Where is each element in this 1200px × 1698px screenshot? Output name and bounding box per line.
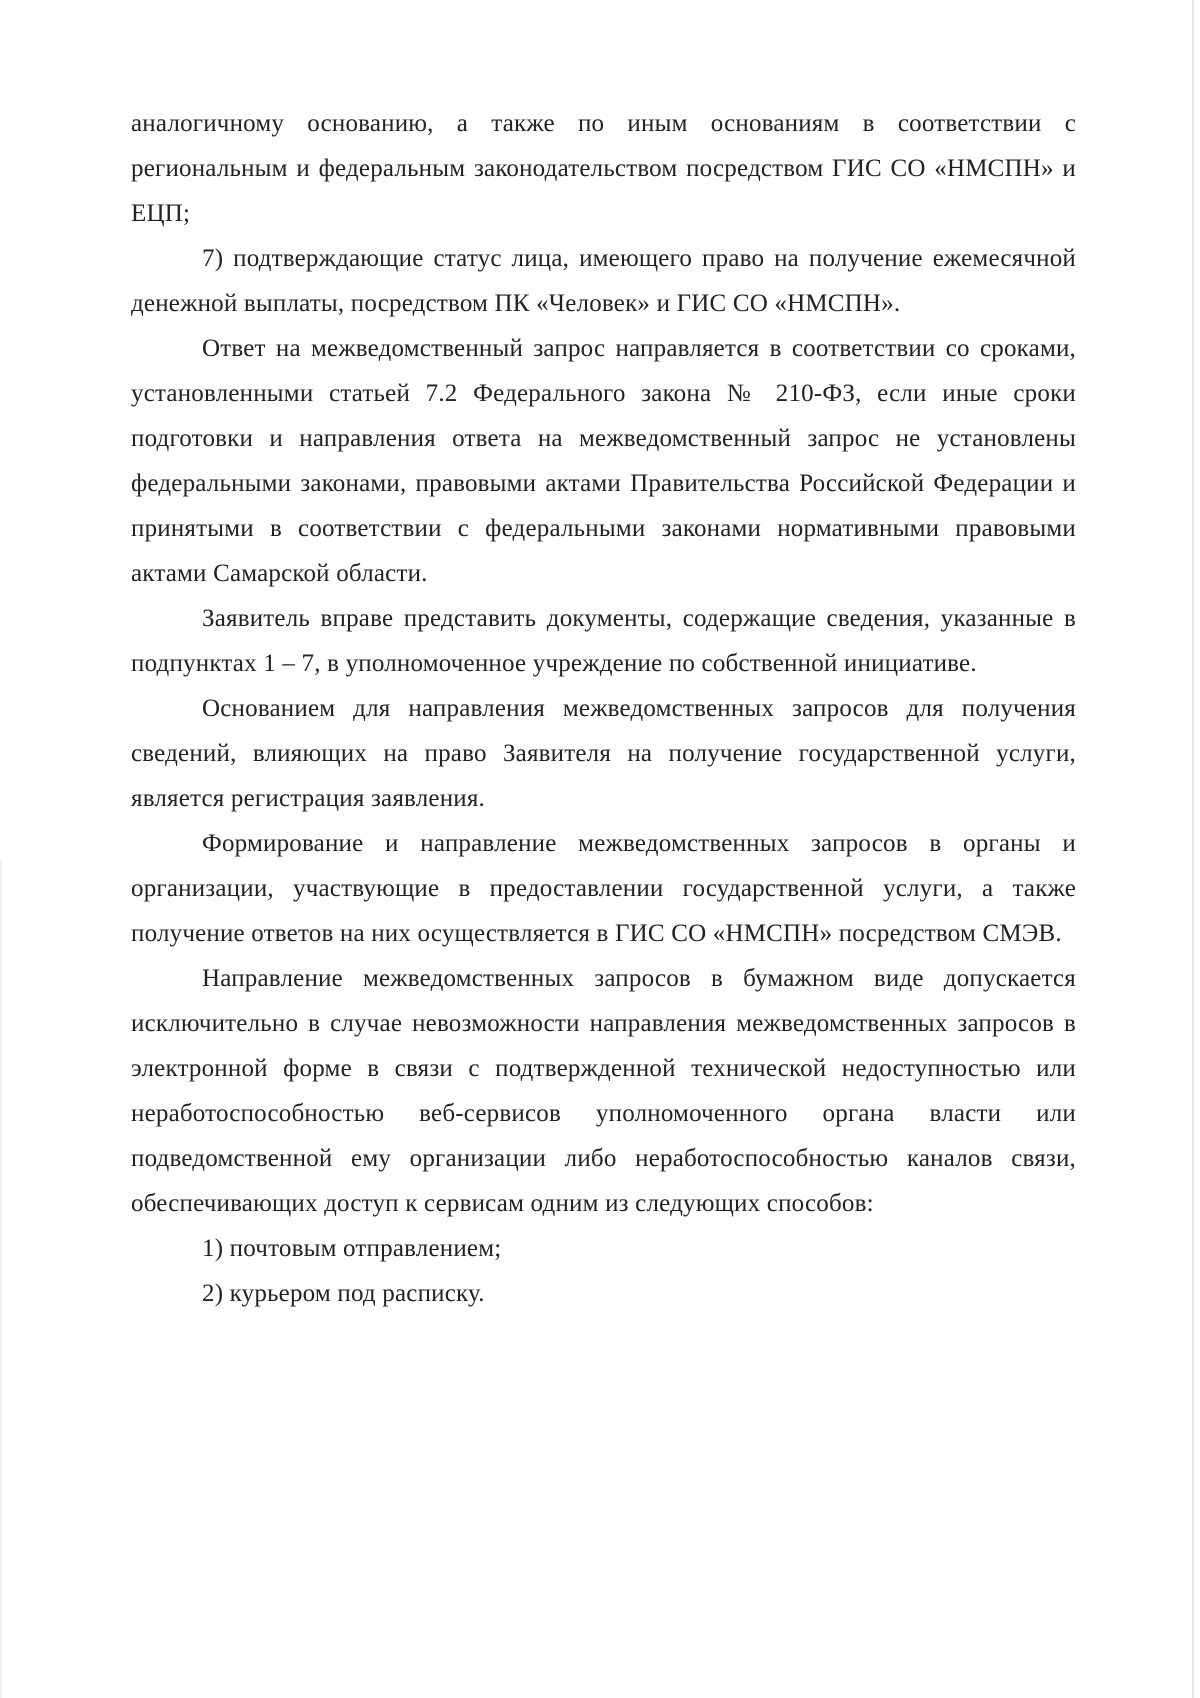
document-body [131,101,1076,1316]
paragraph-response-terms: Ответ на межведомственный запрос направляется в соответствии со сроками, установленными статьей 7.2 Федерального закона № 210-ФЗ, если иные сроки подготовки и направления ответа на межведомственный запрос не установлены федеральными законами, правовыми актами Правительства Российской Федерации и принятыми в соответствии с федеральными законами нормативными правовыми актами Самарской области. [131,335,1076,587]
paragraph-applicant-right: Заявитель вправе представить документы, содержащие сведения, указанные в подпунктах 1 – 7, в уполномоченное учреждение по собственной инициативе. [131,605,1076,677]
paragraph-basis: Основанием для направления межведомственных запросов для получения сведений, влияющих на право Заявителя на получение государственной услуги, является регистрация заявления. [131,695,1076,812]
scan-border-right [1192,0,1194,1698]
scan-border-left [0,860,2,1698]
list-item-postal: 1) почтовым отправлением; [202,1235,502,1262]
paragraph-continuation: аналогичному основанию, а также по иным основаниям в соответствии с региональным и федеральным законодательством посредством ГИС СО «НМСПН» и ЕЦП; [131,110,1076,227]
paragraph-forming-requests: Формирование и направление межведомственных запросов в органы и организации, участвующие в предоставлении государственной услуги, а также получение ответов на них осуществляется в ГИС СО «НМСПН» посредством СМЭВ. [131,830,1076,947]
paragraph-paper-requests: Направление межведомственных запросов в бумажном виде допускается исключительно в случае невозможности направления межведомственных запросов в электронной форме в связи с подтвержденной технической недоступностью или неработоспособностью веб-сервисов уполномоченного органа власти или подведомственной ему организации либо неработоспособностью каналов связи, обеспечивающих доступ к сервисам одним из следующих способов: [131,965,1076,1217]
paragraph-item-7: 7) подтверждающие статус лица, имеющего право на получение ежемесячной денежной выплаты, посредством ПК «Человек» и ГИС СО «НМСПН». [131,245,1076,317]
list-item-courier: 2) курьером под расписку. [202,1280,485,1307]
